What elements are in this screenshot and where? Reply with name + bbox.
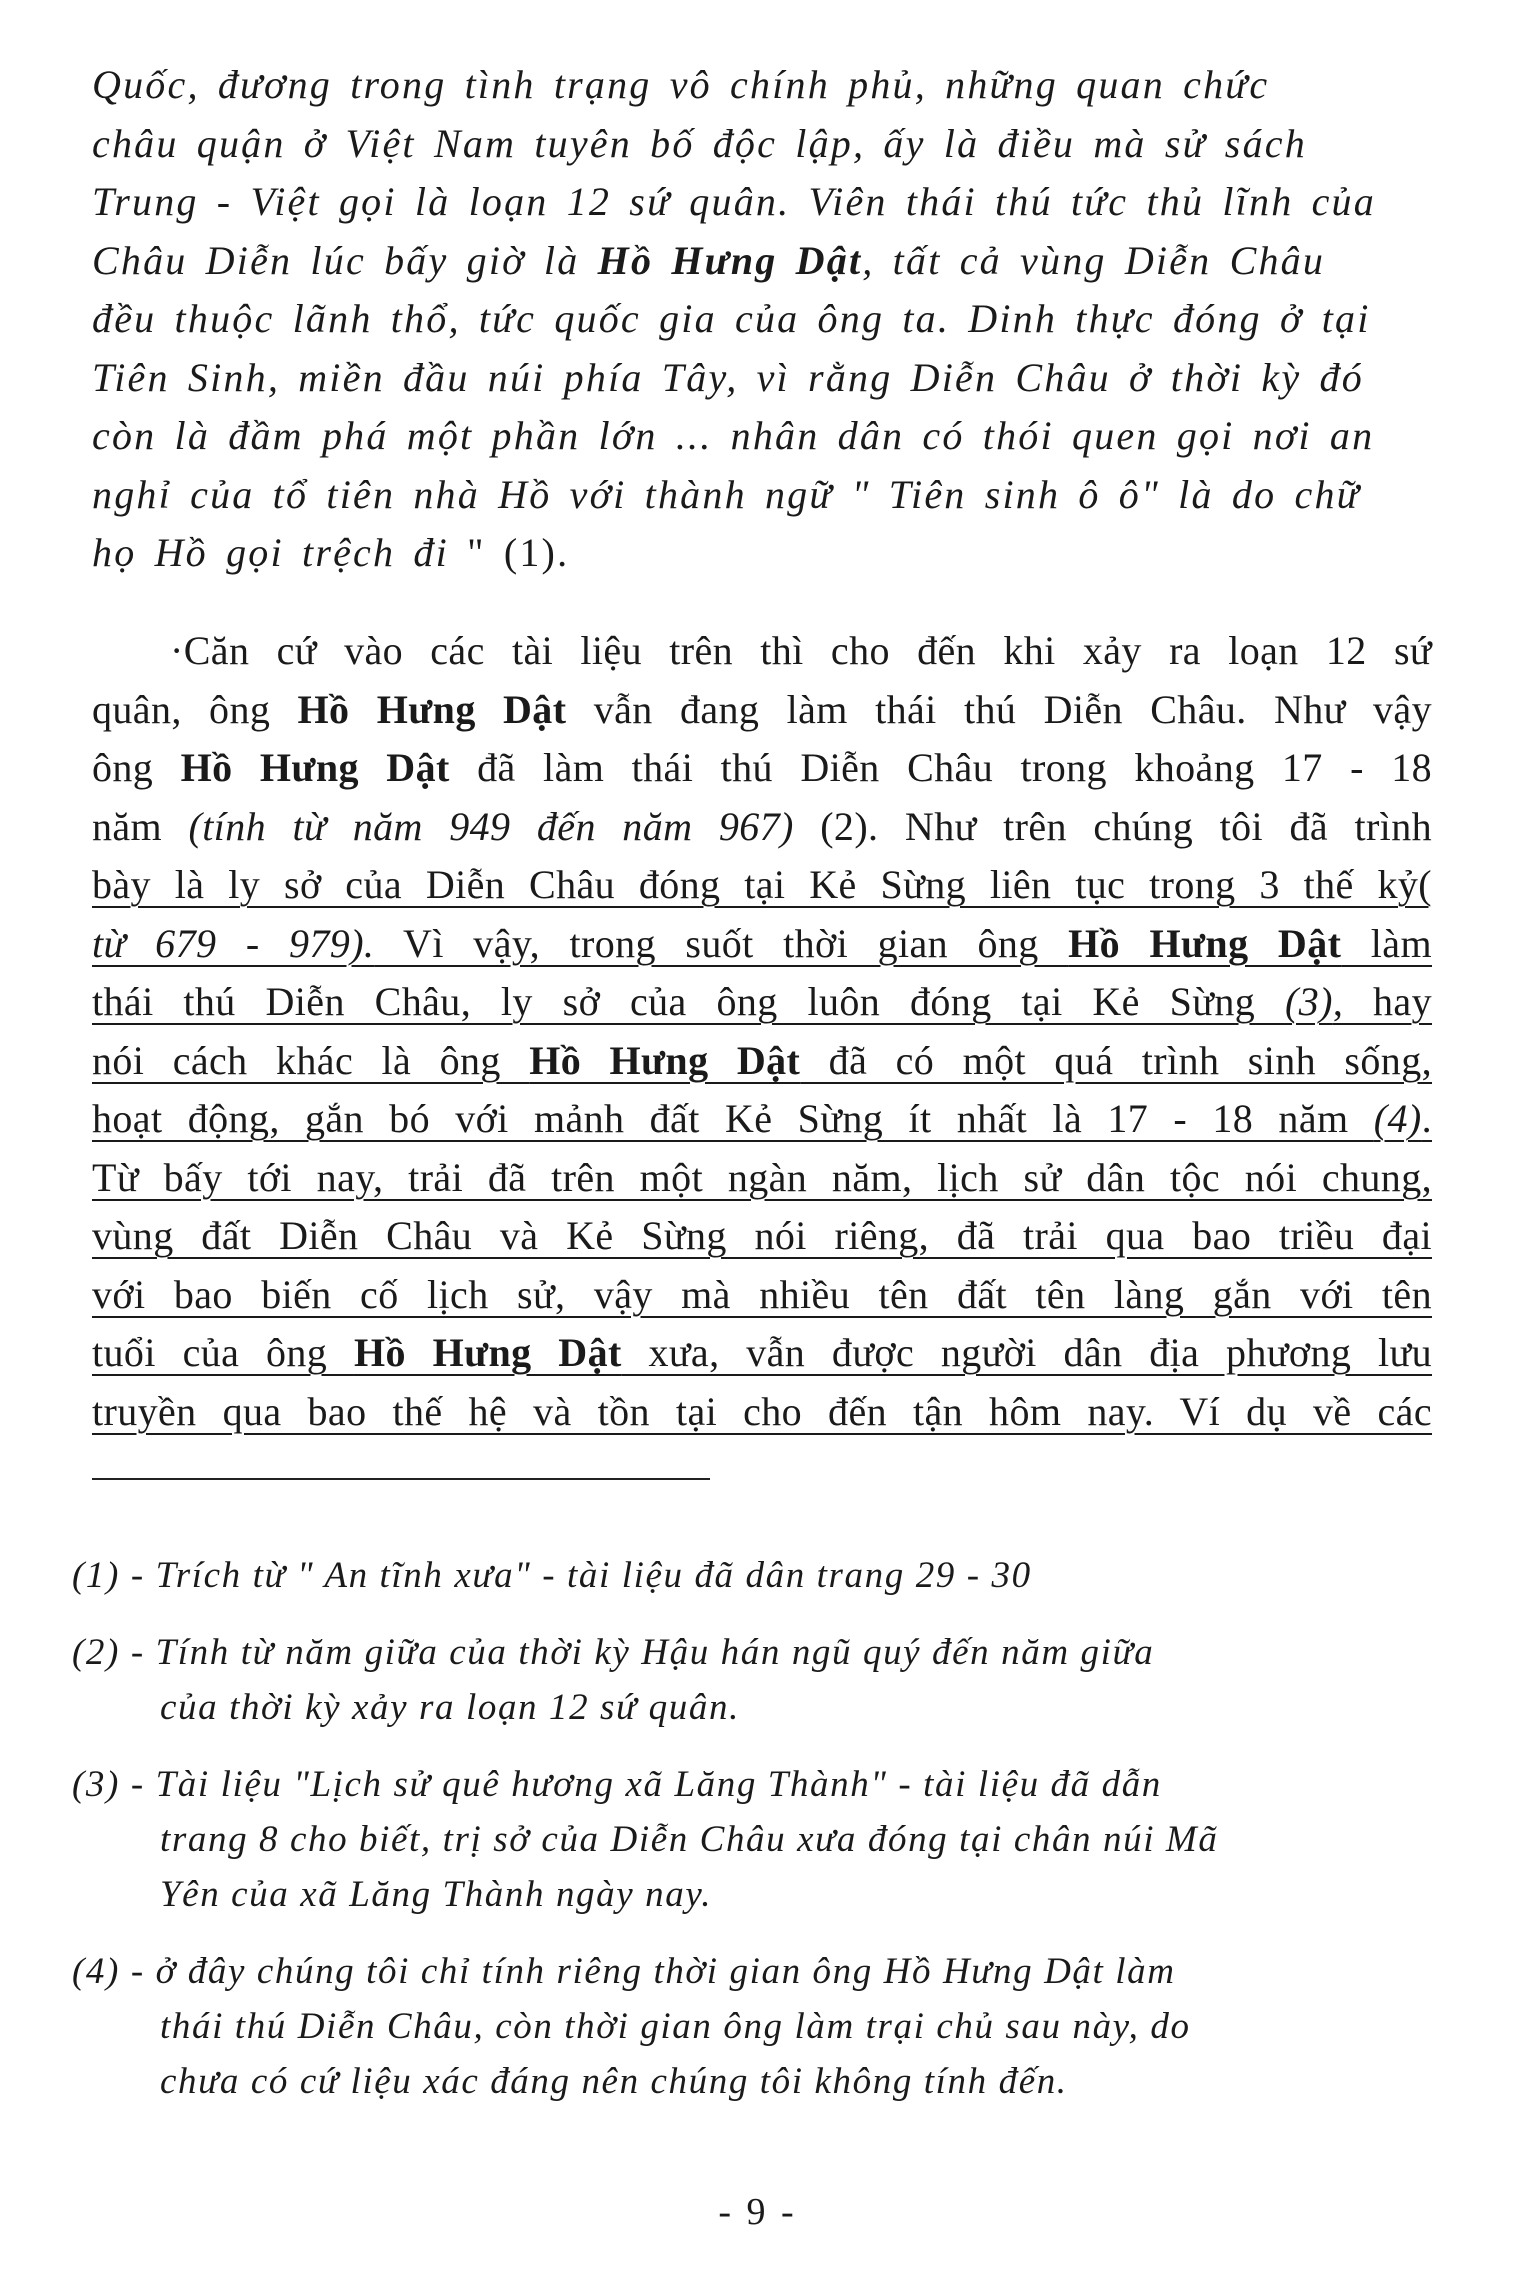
footnote-number: (3): [72, 1764, 120, 1805]
footnote-line: trang 8 cho biết, trị sở của Diễn Châu xưa đóng tại chân núi Mã: [160, 1819, 1219, 1860]
quote-line: còn là đầm phá một phần lớn ... nhân dân có thói quen gọi nơi an: [92, 413, 1375, 458]
footnote-number: (2): [72, 1632, 120, 1673]
underlined-line: [92, 1032, 1432, 1091]
quote-line: Trung - Việt gọi là loạn 12 sứ quân. Viên thái thú tức thủ lĩnh của: [92, 179, 1376, 224]
person-name: Hồ Hưng Dật: [597, 237, 863, 283]
body-line: ·Căn cứ vào các tài liệu trên thì cho đến khi xảy ra loạn 12 sứ: [170, 628, 1432, 673]
body-line: [92, 798, 1432, 857]
quote-text: Châu Diễn lúc bấy giờ là: [92, 237, 598, 283]
quote-line: [92, 524, 1432, 583]
footnote-2: [72, 1625, 1432, 1735]
footnote-line: [72, 1757, 1432, 1812]
body-text: năm: [92, 803, 189, 849]
footnote-line: [72, 1625, 1432, 1680]
quote-line: Quốc, đương trong tình trạng vô chính phủ, những quan chức: [92, 62, 1270, 107]
footnote-line: [72, 1944, 1432, 1999]
body-paragraph: [92, 622, 1432, 1441]
body-text: thái thú Diễn Châu, ly sở của ông luôn đóng tại Kẻ Sừng: [92, 979, 1285, 1024]
quote-line: Tiên Sinh, miền đầu núi phía Tây, vì rằng Diễn Châu ở thời kỳ đó: [92, 354, 1364, 400]
footnote-line: thái thú Diễn Châu, còn thời gian ông làm trại chủ sau này, do: [160, 2006, 1191, 2047]
body-text: nói cách khác là ông: [92, 1037, 530, 1083]
person-name: Hồ Hưng Dật: [297, 686, 567, 732]
underlined-line: Từ bấy tới nay, trải đã trên một ngàn năm, lịch sử dân tộc nói chung,: [92, 1154, 1432, 1200]
footnote-3: [72, 1757, 1432, 1922]
footnote-1: [72, 1548, 1432, 1603]
footnote-line: chưa có cứ liệu xác đáng nên chúng tôi không tính đến.: [160, 2061, 1068, 2102]
quote-line: đều thuộc lãnh thổ, tức quốc gia của ông ta. Dinh thực đóng ở tại: [92, 296, 1371, 341]
underlined-line: [92, 1324, 1432, 1383]
body-text: hoạt động, gắn bó với mảnh đất Kẻ Sừng ít nhất là 17 - 18 năm: [92, 1096, 1374, 1141]
footnote-ref: (3): [1284, 979, 1333, 1024]
underlined-line: vùng đất Diễn Châu và Kẻ Sừng nói riêng, đã trải qua bao triều đại: [92, 1213, 1432, 1258]
year-range: (tính từ năm 949 đến năm 967): [188, 803, 794, 849]
body-text: .: [1421, 1096, 1432, 1141]
body-line: [92, 681, 1432, 740]
footnote-number: (4): [72, 1951, 120, 1992]
underlined-line: bày là ly sở của Diễn Châu đóng tại Kẻ Sừng liên tục trong 3 thế kỷ(: [92, 862, 1432, 907]
footnote-text: - ở đây chúng tôi chỉ tính riêng thời gian ông Hồ Hưng Dật làm: [130, 1951, 1176, 1992]
body-text: vẫn đang làm thái thú Diễn Châu. Như vậy: [566, 686, 1432, 732]
quote-text: họ Hồ gọi trệch đi: [92, 530, 468, 575]
footnotes: [72, 1548, 1432, 2131]
footnote-line: của thời kỳ xảy ra loạn 12 sứ quân.: [160, 1687, 740, 1728]
person-name: Hồ Hưng Dật: [180, 745, 450, 790]
body-text: (2). Như trên chúng tôi đã trình: [793, 803, 1432, 849]
footnote-4: [72, 1944, 1432, 2109]
person-name: Hồ Hưng Dật: [353, 1330, 622, 1375]
body-text: Vì vậy, trong suốt thời gian ông: [374, 920, 1069, 966]
quote-line: [92, 232, 1432, 291]
quote-text: , tất cả vùng Diễn Châu: [862, 237, 1326, 283]
quote-line: nghỉ của tổ tiên nhà Hồ với thành ngữ " Tiên sinh ô ô" là do chữ: [92, 471, 1361, 517]
body-text: xưa, vẫn được người dân địa phương lưu: [621, 1330, 1432, 1375]
person-name: Hồ Hưng Dật: [529, 1037, 801, 1083]
year-range: từ 679 - 979).: [92, 920, 375, 966]
body-text: ông: [92, 745, 181, 790]
person-name: Hồ Hưng Dật: [1068, 920, 1342, 966]
footnote-divider: [92, 1478, 710, 1480]
underlined-line: với bao biến cố lịch sử, vậy mà nhiều tên đất tên làng gắn với tên: [92, 1271, 1432, 1317]
footnote-line: [72, 1548, 1432, 1603]
citation-ref: " (1).: [467, 530, 570, 575]
footnote-number: (1): [72, 1555, 120, 1596]
underlined-line: [92, 915, 1432, 974]
body-text: làm: [1341, 920, 1432, 966]
footnote-line: Yên của xã Lăng Thành ngày nay.: [160, 1874, 713, 1915]
footnote-ref: (4): [1373, 1096, 1422, 1141]
body-text: tuổi của ông: [92, 1330, 354, 1375]
page-number: - 9 -: [718, 2191, 797, 2233]
quote-line: châu quận ở Việt Nam tuyên bố độc lập, ấy là điều mà sử sách: [92, 120, 1307, 166]
body-text: đã có một quá trình sinh sống,: [800, 1037, 1432, 1083]
body-line: [92, 739, 1432, 798]
quoted-passage: [92, 56, 1432, 583]
footnote-text: - Trích từ " An tĩnh xưa" - tài liệu đã dân trang 29 - 30: [130, 1555, 1032, 1596]
body-text: đã làm thái thú Diễn Châu trong khoảng 17 - 18: [449, 745, 1433, 790]
underlined-line: [92, 1090, 1432, 1149]
underlined-line: truyền qua bao thế hệ và tồn tại cho đến tận hôm nay. Ví dụ về các: [92, 1388, 1432, 1434]
underlined-line: [92, 973, 1432, 1032]
body-text: , hay: [1332, 979, 1432, 1024]
footnote-text: - Tính từ năm giữa của thời kỳ Hậu hán ngũ quý đến năm giữa: [130, 1632, 1155, 1673]
footnote-text: - Tài liệu "Lịch sử quê hương xã Lăng Thành" - tài liệu đã dẫn: [130, 1764, 1162, 1805]
body-text: quân, ông: [92, 686, 298, 732]
